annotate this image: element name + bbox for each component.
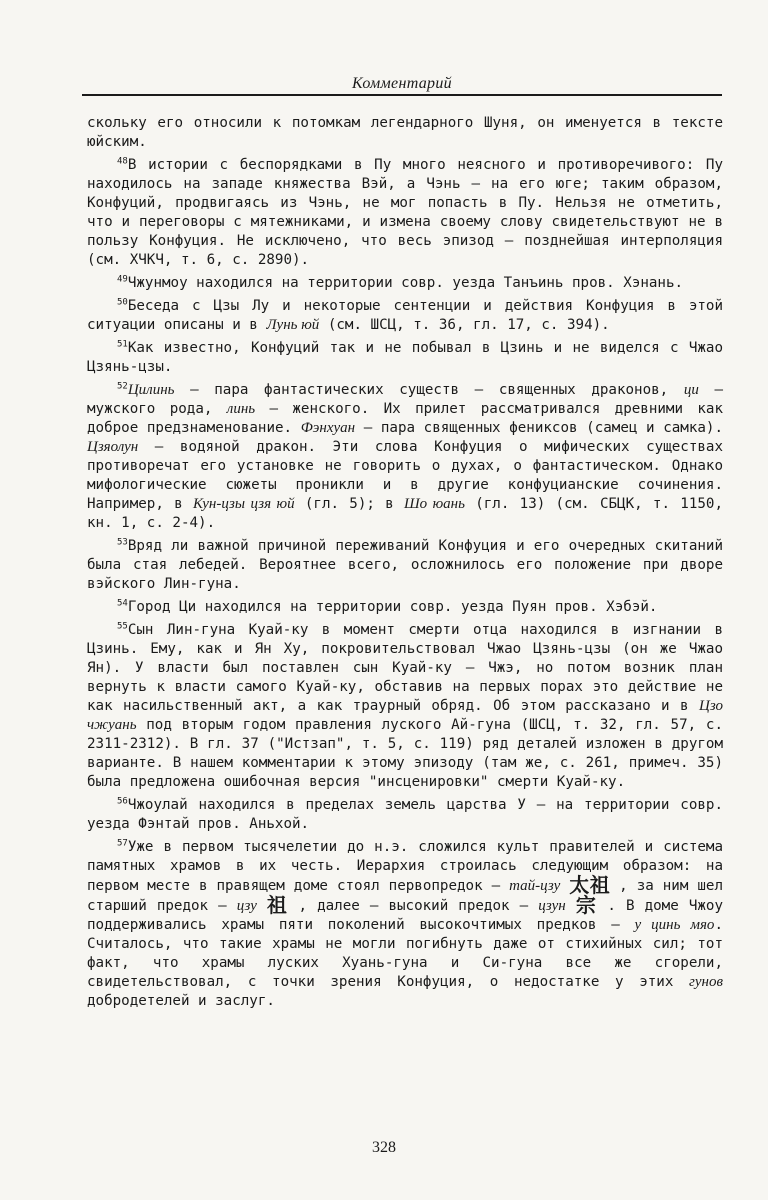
term: гунов	[689, 974, 723, 990]
term: цзун	[538, 898, 566, 914]
header-rule	[82, 94, 722, 96]
footnote-57: $^{57}$Уже в первом тысячелетии до н.э. сложился культ правителей и система памятных храмов в их честь. Иерархия строилась следующим образом: на первом месте в правящем доме стоял первопредок — тай-цзу 太祖 , за ним шел старший предок — цзу 祖 , далее — высокий предок — цзун 宗 . В доме Чжоу поддерживались храмы пяти поколений высокочтимых предков — у цинь мяо. Считалось, что такие храмы не могли погибнуть даже от стихийных сил; тот факт, что храмы луских Хуань-гуна и Си-гуна все же сгорели, свидетельствовал, с точки зрения Конфуция, о недостатке у этих гунов добродетелей и заслуг.	[87, 838, 724, 1009]
footnote-number: 55	[117, 621, 128, 632]
running-header	[82, 70, 722, 96]
running-header-title: Комментарий	[352, 75, 452, 92]
footnote-49: $^{49}$Чжунмоу находился на территории совр. уезда Танъинь пров. Хэнань.	[117, 274, 684, 291]
footnote-number: 53	[117, 537, 128, 548]
term: Цзяолун	[87, 439, 139, 455]
term: Фэнхуан	[300, 420, 356, 436]
footnote-51: $^{51}$Как известно, Конфуций так и не побывал в Цзинь и не виделся с Чжао Цзянь-цзы.	[87, 339, 723, 375]
commentary-text	[87, 114, 723, 1015]
footnote-55: $^{55}$Сын Лин-гуна Куай-ку в момент смерти отца находился в изгнании в Цзинь. Ему, как и Ян Ху, покровительствовал Чжао Цзянь-цзы (он же Чжао Ян). У власти был поставлен сын Куай-ку — Чжэ, но потом возник план вернуть к власти самого Куай-ку, обставив на первых порах это действие не как насильственный акт, а как траурный обряд. Об этом рассказано и в Цзо чжуань под вторым годом правления луского Ай-гуна (ШСЦ, т. 32, гл. 57, с. 2311-2312). В гл. 37 ("Истзап", т. 5, с. 119) ряд деталей изложен в другом варианте. В нашем комментарии к этому эпизоду (там же, с. 261, примеч. 35) была предложена ошибочная версия "инсценировки" смерти Куай-ку.	[87, 621, 723, 790]
footnote-number: 57	[117, 838, 128, 849]
chinese-characters: 宗	[575, 893, 598, 917]
footnote-number: 50	[117, 297, 128, 308]
term: линь	[226, 401, 256, 417]
chinese-characters: 祖	[266, 893, 289, 917]
term: тай-цзу	[509, 878, 561, 894]
footnote-number: 48	[117, 156, 128, 167]
footnote-number: 51	[117, 339, 128, 350]
term: цзу	[236, 898, 257, 914]
footnote-50: $^{50}$Беседа с Цзы Лу и некоторые сентенции и действия Конфуция в этой ситуации описаны и в Лунь юй (см. ШСЦ, т. 36, гл. 17, с. 394).	[87, 297, 723, 333]
footnote-number: 54	[117, 598, 128, 609]
book-title: Кун-цзы цзя юй	[192, 496, 295, 512]
book-title: Шо юань	[403, 496, 465, 512]
footnote-53: $^{53}$Вряд ли важной причиной переживаний Конфуция и его очередных скитаний была стая лебедей. Вероятнее всего, осложнилось его положение при дворе вэйского Лин-гуна.	[87, 537, 723, 592]
footnote-52: $^{52}$Цилинь — пара фантастических существ — священных драконов, ци — мужского рода, линь — женского. Их прилет рассматривался древними как доброе предзнаменование. Фэнхуан — пара священных фениксов (самец и самка). Цзяолун — водяной дракон. Эти слова Конфуция о мифических существах противоречат его установке не говорить о духах, о фантастическом. Однако мифологические сюжеты проникли и в другие конфуцианские сочинения. Например, в Кун-цзы цзя юй (гл. 5); в Шо юань (гл. 13) (см. СБЦК, т. 1150, кн. 1, с. 2-4).	[87, 381, 723, 531]
footnote-number: 49	[117, 274, 128, 285]
footnote-number: 52	[117, 381, 128, 392]
footnote-number: 56	[117, 796, 128, 807]
footnote-48: $^{48}$В истории с беспорядками в Пу много неясного и противоречивого: Пу находилось на западе княжества Вэй, а Чэнь — на его юге; таким образом, Конфуций, продвигаясь из Чэнь, не мог попасть в Пу. Нельзя не отметить, что и переговоры с мятежниками, и измена своему слову свидетельствуют не в пользу Конфуция. Не исключено, что весь эпизод — позднейшая интерполяция (см. ХЧКЧ, т. 6, с. 2890).	[87, 156, 723, 268]
book-title: Лунь юй	[266, 317, 320, 333]
footnote-56: $^{56}$Чжоулай находился в пределах земель царства У — на территории совр. уезда Фэнтай пров. Аньхой.	[87, 796, 723, 832]
chinese-characters: 太祖	[569, 873, 611, 897]
term: ци	[683, 382, 699, 398]
term: у цинь мяо	[634, 917, 715, 933]
book-title: Цзо чжуань	[87, 698, 723, 733]
footnote-continuation: скольку его относили к потомкам легендарного Шуня, он именуется в тексте юйским.	[87, 115, 723, 150]
footnote-54: $^{54}$Город Ци находился на территории совр. уезда Пуян пров. Хэбэй.	[117, 598, 658, 615]
page-number: 328	[372, 1139, 396, 1156]
term: Цилинь	[127, 382, 175, 398]
